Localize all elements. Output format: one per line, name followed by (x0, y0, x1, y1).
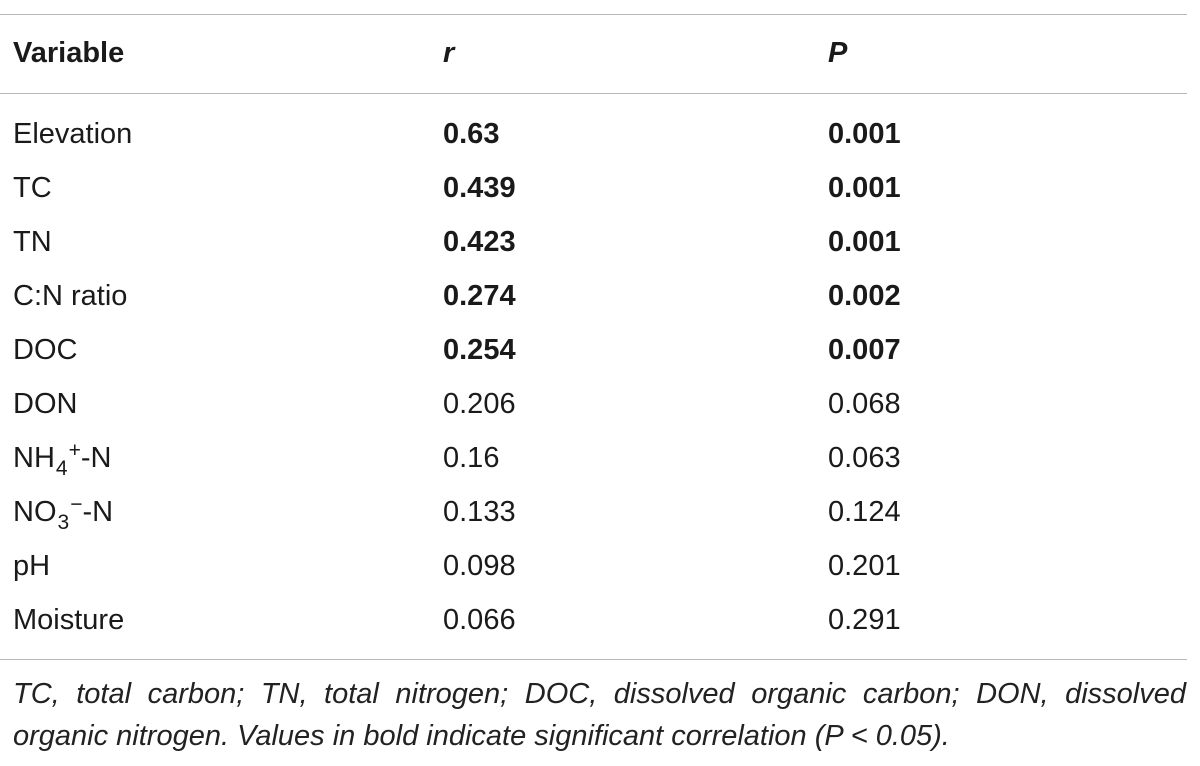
row-r-value: 0.066 (443, 604, 516, 636)
row-r-value: 0.423 (443, 226, 516, 258)
chem-suffix: -N (80, 442, 112, 474)
row-p-value: 0.068 (828, 388, 901, 420)
header-variable: Variable (13, 37, 125, 69)
row-p-value: 0.291 (828, 604, 901, 636)
table-top-rule (0, 14, 1187, 15)
row-p-value: 0.002 (828, 280, 901, 312)
table-row (0, 215, 1200, 269)
row-variable: pH (13, 550, 51, 582)
row-r-value: 0.439 (443, 172, 516, 204)
chem-suffix: -N (82, 496, 114, 528)
table-row (0, 161, 1200, 215)
row-p-value: 0.201 (828, 550, 901, 582)
row-variable: Moisture (13, 604, 125, 636)
header-r: r (443, 37, 455, 69)
row-r-value: 0.274 (443, 280, 516, 312)
row-variable: DON (13, 388, 78, 420)
row-r-value: 0.206 (443, 388, 516, 420)
row-variable: DOC (13, 334, 78, 366)
row-r-value: 0.63 (443, 118, 500, 150)
row-p-value: 0.007 (828, 334, 901, 366)
row-variable: TN (13, 226, 52, 258)
row-p-value: 0.063 (828, 442, 901, 474)
table-header-rule (0, 93, 1187, 94)
table-row (0, 431, 1200, 485)
chem-superscript: − (70, 493, 83, 516)
row-p-value: 0.124 (828, 496, 901, 528)
row-r-value: 0.16 (443, 442, 500, 474)
table-row (0, 593, 1200, 647)
table-footnote: TC, total carbon; TN, total nitrogen; DOC, dissolved organic carbon; DON, dissolved organic nitrogen. Values in bold indicate significant correlation (P < 0.05). (13, 678, 1186, 752)
row-variable (13, 431, 111, 488)
row-variable (13, 485, 113, 542)
table-row (0, 539, 1200, 593)
row-variable: Elevation (13, 118, 133, 150)
chem-subscript: 4 (55, 457, 68, 480)
chem-base: NO (13, 496, 57, 528)
header-p: P (828, 37, 848, 69)
row-p-value: 0.001 (828, 118, 901, 150)
table-header-row (0, 26, 1200, 80)
row-variable: TC (13, 172, 52, 204)
table-row (0, 269, 1200, 323)
row-p-value: 0.001 (828, 172, 901, 204)
table-row (0, 107, 1200, 161)
chem-superscript: + (68, 439, 81, 462)
row-r-value: 0.133 (443, 496, 516, 528)
table-row (0, 485, 1200, 539)
row-variable: C:N ratio (13, 280, 128, 312)
chem-subscript: 3 (57, 511, 70, 534)
table-row (0, 323, 1200, 377)
row-p-value: 0.001 (828, 226, 901, 258)
chem-base: NH (13, 442, 55, 474)
table-row (0, 377, 1200, 431)
table-bottom-rule (0, 659, 1187, 660)
row-r-value: 0.254 (443, 334, 516, 366)
row-r-value: 0.098 (443, 550, 516, 582)
